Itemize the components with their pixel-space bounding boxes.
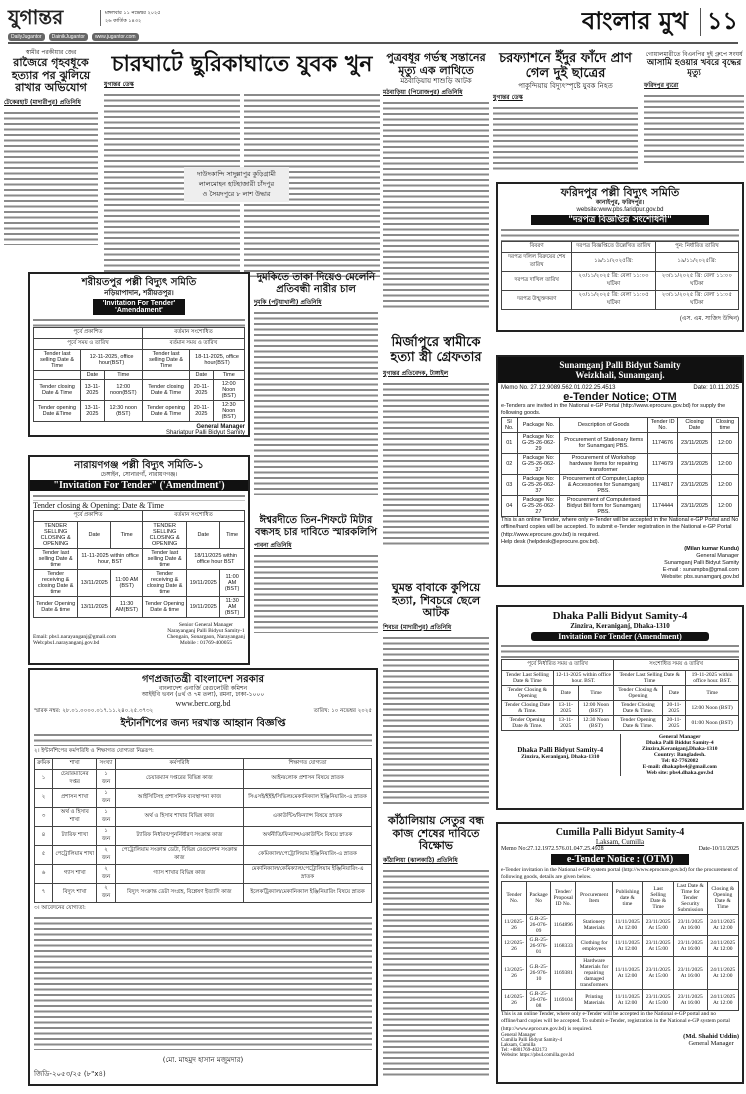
date-bangla-calendar: ২৬ কার্তিক ১৪৩২ — [105, 18, 142, 24]
table-header: ক্রমিক শাখা সংখ্যা কর্মপরিধি শিক্ষাগত যোগ্যতা — [35, 758, 372, 769]
section-heading: ২। ইন্টার্নশিপের কর্মপরিধি ও শিক্ষাগত যোগ্যতা নিম্নরূপ: — [34, 747, 154, 754]
byline: মঠবাড়িয়া (পিরোজপুর) প্রতিনিধি — [383, 89, 463, 97]
ad-dhaka-pbs4 — [496, 605, 744, 810]
headline: চারঘাটে ছুরিকাঘাতে যুবক খুন — [111, 52, 373, 77]
memo-line: স্মারক নম্বর: ২৮.০১.০০০০.০১৭.১১.২৪০.২৫.৩৭৩২ তারিখ: ১০ নভেম্বর ২০২৫ — [34, 708, 372, 715]
ad-address: Zinzira, Keraniganj, Dhaka-1310 — [570, 622, 670, 630]
story-goalanda — [644, 52, 744, 172]
body-text — [383, 381, 489, 546]
section-title: বাংলার মুখ — [581, 7, 688, 35]
masthead — [8, 6, 738, 44]
ad-org: শরীয়তপুর পল্লী বিদ্যুৎ সমিতি — [81, 277, 197, 288]
story-charfashion — [493, 52, 638, 172]
social-website[interactable]: www.jugantor.com — [92, 33, 139, 41]
ad-website[interactable]: website:www.pbs.faridpur.gov.bd — [576, 206, 664, 213]
byline: টেকেরহাট (মাদারীপুর) প্রতিনিধি — [4, 98, 81, 106]
story-kathaliya — [383, 815, 489, 1085]
byline: দুমকি (পটুয়াখালী) প্রতিনিধি — [254, 299, 322, 306]
page-number: ১১ — [700, 8, 738, 36]
body-text — [383, 100, 489, 310]
story-charghat — [104, 52, 380, 267]
body-text — [34, 915, 372, 1050]
table-row: 13/2025-26 G.R-25-26-976-10 1169381 Hardware Materials for repairing damaged transformers 11/11/2025 At 12:00 23/11/2025 At 15:00 23/11/2025 At 16:00 24/11/2025 At 12:00 — [502, 957, 739, 990]
headline: মির্জাপুরে স্বামীকে হত্যা স্ত্রী গ্রেফতার — [390, 335, 482, 365]
ad-address: নড়িয়াপাদান, শরীয়তপুর। — [104, 288, 174, 297]
ad-address: চেঙ্গাইন, সোনারগাঁ, নারায়ণগঞ্জ। — [100, 470, 178, 478]
byline: যুগান্তর প্রতিবেদক, টাঙ্গাইল — [383, 369, 449, 377]
ad-title: ইন্টার্নশিপের জন্য দরখাস্ত আহ্বান বিজ্ঞপ্তি — [120, 718, 286, 730]
ad-title: Invitation For Tender (Amendment) — [531, 632, 709, 641]
story-ishwardi — [254, 515, 378, 663]
table-row: ৭ বিদ্যুৎ শাখা ২ জন বিদ্যুৎ সংক্রান্ত ডেটা সংগ্রহ, বিশ্লেষণ ইত্যাদি কাজ ইলেকট্রিক্যাল/মেকানিক্যাল ইঞ্জিনিয়ারিং বিষয়ে স্নাতক — [35, 883, 372, 902]
social-links — [8, 33, 139, 41]
kicker: গোয়ালমারীতে বিএনপির দুই গ্রুপে সংঘর্ষ — [645, 51, 743, 58]
body-text — [501, 643, 739, 659]
ad-org: Cumilla Palli Bidyut Samity-4 — [555, 827, 685, 838]
story-rajoir — [4, 50, 98, 265]
body-text — [644, 93, 744, 163]
headline: দুমকিতে তাকা দিয়েও মেলেনি প্রতিবন্ধী নারীর চাল — [256, 272, 376, 295]
story-putrobodhu — [383, 52, 489, 332]
faridpur-table: বিবরণ দরপত্র বিজ্ঞপ্তিতে উল্লেখিত তারিখ পুন: নির্ধারিত তারিখ দরপত্র দলিল বিক্রয়ের শেষ তারিখ ১৯/১১/২০২৫খ্রি: ১৯/১১/২০২৫খ্রি: দরপত্র দাখিল তারিখ ২০/১১/২০২৫ খ্রি: বেলা ১১:০০ ঘটিকা ২৩/১১/২০২৫ খ্রি: বেলা ১১:০০ ঘটিকা দরপত্র উন্মুক্তকরণ ২০/১১/২০২৫ খ্রি: বেলা ১১:০৫ ঘটিকা ২৩/১১/২০২৫ খ্রি: বেলা ১১:০৫ ঘটিকা — [501, 241, 739, 310]
ad-title: e-Tender Notice; OTM — [563, 391, 677, 403]
newspaper-logo: যুগান্তর — [8, 5, 64, 29]
subheadline: পাকুন্দিয়ায় বিদ্যুৎস্পৃষ্টে যুবক নিহত — [518, 81, 613, 90]
highlight-line: ও সৈয়দপুরে ৮ লাশ উদ্ধার — [202, 189, 271, 198]
ad-website[interactable]: www.berc.org.bd — [175, 699, 231, 709]
berc-table — [34, 758, 372, 903]
ad-cumilla-pbs4 — [496, 822, 744, 1084]
table-row: ৫ পেট্রোলিয়াম শাখা ২ জন পেট্রোলিয়াম সংক্রান্ত ডেটা, বিভিন্ন রেগুলেশন সংক্রান্ত কাজ কেমিক্যাল/পেট্রোলিয়াম ইঞ্জিনিয়ারিং-এ স্নাতক — [35, 845, 372, 864]
ad-sunamganj-pbs — [496, 355, 744, 587]
ad-title: "Invitation For Tender" ('Amendment') — [30, 480, 248, 491]
ad-title: e-Tender Notice : (OTM) — [551, 854, 689, 865]
body-text — [501, 227, 739, 241]
byline: ফরিদপুর ব্যুরো — [644, 82, 679, 90]
berc-signature: (মো. মাহমুদ হাসান মজুমদার) — [162, 1056, 244, 1064]
body-text — [33, 493, 245, 501]
ad-intro: Tender closing & Opening: Date & Time — [33, 501, 164, 511]
ad-org: বাংলাদেশ এনার্জি রেগুলেটরী কমিশন — [158, 684, 248, 692]
story-ghumonto — [383, 582, 489, 812]
ad-address: Laksam, Cumilla — [595, 838, 645, 846]
table-header: Tender No. Package No Tender/ Proposal ID No. Procurement Item Publishing date & time Last Selling Date & Time Last Date & Time for Tender Security Submission Closing & Opening Date & Time — [502, 882, 739, 915]
social-x[interactable]: DailyJugantor — [8, 33, 45, 41]
ad-gov: গণপ্রজাতন্ত্রী বাংলাদেশ সরকার — [142, 674, 264, 685]
ad-footer: General Manager Cumilla Palli Bidyut Samity-4 Laksam, Cumilla Tel: +8801769-402173 Website: https://pbs4.comilla.gov.bd (Md. Shahid Uddin) General Manager — [501, 1032, 739, 1058]
table-row: 11/2025-26 G.R-25-26-076-09 1164896 Stationery Materials 11/11/2025 At 12:00 23/11/2025 At 15:00 23/11/2025 At 16:00 24/11/2025 At 12:00 — [502, 915, 739, 936]
ad-title: 'Invitation For Tender' 'Amendament' — [93, 299, 185, 315]
ad-footer — [33, 622, 245, 646]
headline: ঈশ্বরদীতে তিন-শিফটে মিটার বন্ধসহ চার দাবিতে স্মারকলিপি — [254, 515, 378, 538]
ad-signature: General Manager Shariatpur Palli Bidyut Samity — [165, 423, 245, 436]
kicker: স্বামীর পরকীয়ার জের — [25, 49, 77, 56]
ad-signature: (Milan kumar Kundu) General Manager Sunamganj Palli Bidyut Samity E-mail : sunampbs@gmail.com Website: pbs.sunamganj.gov.bd — [661, 545, 739, 581]
body-text — [254, 553, 378, 633]
ad-title-bar: Sunamganj Palli Bidyut Samity Weizkhali, Sunamganj. — [498, 357, 742, 383]
section-heading: ৩। আবেদনের যোগ্যতা: — [34, 904, 86, 911]
table-row: ৪ ট্যারিফ শাখা ১ জন ট্যারিফ নির্ধারণ/পুনর্নির্ধারণ সংক্রান্ত কাজ অর্থনীতি/ফিন্যান্স/একাউন্টিং বিষয়ে স্নাতক — [35, 826, 372, 845]
ad-signature: (এস. এম. সাজিদ উদ্দিন) — [679, 315, 739, 322]
headline: চরফ্যাশনে ইঁদুর ফাঁদে প্রাণ গেল দুই ছাত্রের — [499, 51, 632, 81]
ad-intro: e-Tender invitation in the National e-GP system portal (http://www.eprocure.gov.bd) for the procurement of following goods, details are given below. — [501, 867, 738, 881]
highlight-line: লালমোহন হাটহাজারী চাঁদপুর — [198, 179, 275, 188]
shariatpur-table: পূর্বে প্রকাশিত বর্তমান সংশোধিত পূর্বে সময় ও তারিখ বর্তমান সময় ও তারিখ Tender last selling Date & Time 12-11-2025, office hour(BST) Tender last selling Date & Time 18-11-2025, office hour(BST) Date Time Date Time Tender closing Date & Time 13-11-2025 12:00 noon(BST) Tender closing Date & Time 20-11-2025 12:00 Noon (BST) Tender opening Date &Time 13-11-2025 12:30 noon (BST) Tender opening Date & Time 20-11-2025 12:30 Noon (BST) — [33, 327, 245, 422]
ad-org: নারায়ণগঞ্জ পল্লী বিদ্যুৎ সমিতি-১ — [74, 460, 204, 471]
helpdesk-link[interactable]: Help desk (helpdesk@eprocure.gov.bd). — [501, 538, 600, 545]
ad-intro: e-Tenders are invited in the National e-GP Portal (http://www.eprocure.gov.bd) for supply the following goods. — [501, 403, 726, 417]
body-text — [34, 732, 372, 746]
story-dumki — [254, 272, 378, 512]
ad-note: This is an online Tender, where only e-Tender will be accepted in the National e-GP Portal and No offline/hard copies will be accepted. To submit e-Tender registration in the National e-GP Portal (http://www.eprocure.gov.bd) is required. — [501, 517, 739, 538]
dhaka-table: পূর্বে নির্ধারিত সময় ও তারিখ সংশোধিত সময় ও তারিখ Tender Last Selling Date & Time 12-11-2025 within office hour. BST. Tender Last Selling Date & Time 19-11-2025 within office hour. BST. Tender Closing & Opening Date Time Tender Closing & Opening Date Time Tender Closing Date & Time. 13-11-2025 12:00 Noon (BST) Tender Closing Date & Time. 20-11-2025 12:00 Noon (BST) Tender Opening Date & Time. 13-11-2025 12:30 Noon (BST) Tender Opening Date & Time. 20-11-2025 01:00 Noon (BST) — [501, 659, 739, 731]
table-row: ২ প্রশাসন শাখা ১ জন আইসিটিসহ প্রশাসনিক ব্যবস্থাপনা কাজ সিএসই/ইইই/সিভিল/মেকানিক্যাল ইঞ্জিনিয়ারিং-এ স্নাতক — [35, 788, 372, 807]
ad-code: জিডি-২০৫৩/২৫ (৮"x৪) — [34, 1070, 106, 1078]
social-facebook[interactable]: DainikJugantor — [49, 33, 88, 41]
email-link[interactable]: Email: pbs1.narayanganj@gmail.com — [33, 634, 117, 641]
sunamganj-table: Sl No. Package No. Description of Goods Tender ID No. Closing Date Closing time 01 Package No: G-25-26-062-29 Procurement of Stationary Items for Sunamganj PBS. 1174676 23/11/2025 12:00 02 Package No: G-25-26-062-37 Procurement of Workshop hardware Items for repairing transformer 1174679 23/11/2025 12:00 03 Package No: G-25-26-062-37 Procurement of Computer,Laptop & Accessories for Sunamganj PBS. 1174817 23/11/2025 12:00 04 Package No: G-25-26-062-27 Procurement of Computerised Bidyut Bill form for Sunamganj PBS. 1174444 23/11/2025 12:00 — [501, 417, 739, 517]
ad-title: "দরপত্র বিজ্ঞপ্তির সংশোধনী" — [531, 215, 709, 225]
byline: শিবচর (মাদারীপুর) প্রতিনিধি — [383, 623, 452, 631]
ad-shariatpur-pbs — [28, 272, 250, 437]
table-row: ৩ অর্থ ও হিসাব শাখা ১ জন অর্থ ও হিসাব শাখার বিভিন্ন কাজ একাউন্টিং/ফিন্যান্স বিষয়ে স্নাতক — [35, 807, 372, 826]
ad-org: ফরিদপুর পল্লী বিদ্যুৎ সমিতি — [560, 186, 680, 199]
subheadline: মঠবাড়িয়ায় শাশুড়ি আটক — [400, 77, 472, 86]
byline: কাঁঠালিয়া (ঝালকাঠি) প্রতিনিধি — [383, 856, 458, 864]
byline: যুগান্তর ডেস্ক — [104, 81, 134, 89]
headline: রাজৈরে গৃহবধূকে হত্যার পর ঝুলিয়ে রাখার অভিযোগ — [11, 55, 91, 95]
date-block — [100, 10, 160, 26]
ad-address: আইইবি ভবন (৪র্থ ও ৭ম তলা), রমনা, ঢাকা-১০০০ — [141, 691, 265, 699]
ad-org: Dhaka Palli Bidyut Samity-4 — [552, 610, 688, 622]
memo-line: Memo No:27.12.1972.576.01.047.25.4928 Date-10/11/2025 — [501, 846, 739, 852]
body-text — [383, 868, 489, 1078]
byline: পাবনা প্রতিনিধি — [254, 542, 292, 549]
headline: কাঁঠালিয়ায় সেতুর বন্ধ কাজ শেষের দাবিতে বিক্ষোভ — [388, 814, 484, 853]
website-link[interactable]: Web:pbs1.narayanganj.gov.bd — [33, 640, 100, 647]
ad-narayanganj-pbs — [28, 455, 250, 665]
table-row: 14/2025-26 G.R-25-26-076-08 1169104 Printing Materials 11/11/2025 At 12:00 23/11/2025 At 15:00 23/11/2025 At 16:00 24/11/2025 At 12:00 — [502, 990, 739, 1011]
ad-signature: Senior General Manager Narayanganj Palli Bidyut Samity-1 Chengain, Sonargaon, Narayanganj Mobile : 01769-400055 — [166, 622, 245, 647]
byline: যুগান্তর ডেস্ক — [493, 93, 523, 101]
body-text — [4, 110, 98, 245]
ad-footer: Dhaka Palli Bidyut Samity-4 Zinzira, Keraniganj, Dhaka-1310 General Manager Dhaka Palli Biddut Samity-4 Zinzira,Keraniganj,Dhaka-1310 Country: Bangladesh. Tel: 02-7762082 E-mail: dhakapbs4@gmail.com Web site: pbs4.dhaka.gov.bd — [501, 734, 739, 776]
ad-signature: General Manager Dhaka Palli Biddut Samity-4 Zinzira,Keraniganj,Dhaka-1310 Country: Bangladesh. Tel: 02-7762082 E-mail: dhakapbs4@gmail.com Web site: pbs4.dhaka.gov.bd — [620, 734, 740, 776]
table-row: 12/2025-26 G.R-25-26-976-01 1168333 Clothing for employees 11/11/2025 At 12:00 23/11/2025 At 15:00 23/11/2025 At 16:00 24/11/2025 At 12:00 — [502, 936, 739, 957]
narayanganj-table: পূর্বে প্রকাশিত বর্তমান সংশোধিত TENDER SELLING CLOSING & OPENING Date Time TENDER SELLING CLOSING & OPENING Date Time Tender last selling Date & time 11-11-2025 within office hour, BST Tender last selling Date & time 18/11/2025 within office hour BST Tender receiving & closing Date & time 13/11/2025 11:00 AM (BST) Tender receiving & closing Date & time 19/11/2025 11:00 AM (BST) Tender Opening Date & time 13/11/2025 11:30 AM(BST) Tender Opening Date & time 19/11/2025 11:30 AM (BST) — [33, 510, 245, 618]
body-text — [493, 105, 638, 173]
body-text — [254, 310, 378, 495]
ad-signature: (Md. Shahid Uddin) General Manager — [683, 1032, 739, 1047]
headline: ঘুমন্ত বাবাকে কুপিয়ে হত্যা, শিবচরে ছেলে আটক — [391, 581, 481, 620]
body-text — [383, 635, 489, 805]
table-row: ১ চেয়ারম্যানের দপ্তর ১ জন চেয়ারম্যান দপ্তরের বিভিন্ন কাজ আইন/লোক প্রশাসন বিষয়ে স্নাতক — [35, 769, 372, 788]
headline: পুত্রবধূর গর্ভস্থ সন্তানের মৃত্যু এক লাথিতে — [386, 51, 486, 77]
memo-line: Memo No. 27.12.9089.562.01.022.25.4513 Date: 10.11.2025 — [501, 385, 739, 391]
ad-note: This is an online Tender, where only e-Tender will be accepted in the National e-GP portal and no offline/hard copies will be accepted. To submit e-Tender, registration in the National e-GP system portal (http://www.eprocure.gov.bd) is required. — [501, 1011, 730, 1032]
cumilla-table — [501, 881, 739, 1011]
story-mirzapur — [383, 336, 489, 576]
headline: আসামি হওয়ার খবরে বৃদ্ধের মৃত্যু — [646, 57, 742, 78]
date-bengali: মঙ্গলবার ১১ নভেম্বর ২০২৫ — [105, 10, 161, 16]
highlight-box — [184, 167, 289, 202]
highlight-line: দাউদকান্দি সাদুল্লাপুর কুড়িগ্রামী — [197, 170, 276, 178]
body-text — [33, 317, 245, 327]
ad-faridpur-pbs — [496, 182, 744, 332]
ad-address: কানাইপুর, ফরিদপুর। — [595, 198, 645, 206]
table-row: ৬ গ্যাস শাখা ২ জন গ্যাস শাখার বিভিন্ন কাজ মেকানিক্যাল/কেমিক্যাল/পেট্রোলিয়াম ইঞ্জিনিয়ারিং-এ স্নাতক — [35, 864, 372, 883]
ad-berc-internship — [28, 668, 378, 1086]
